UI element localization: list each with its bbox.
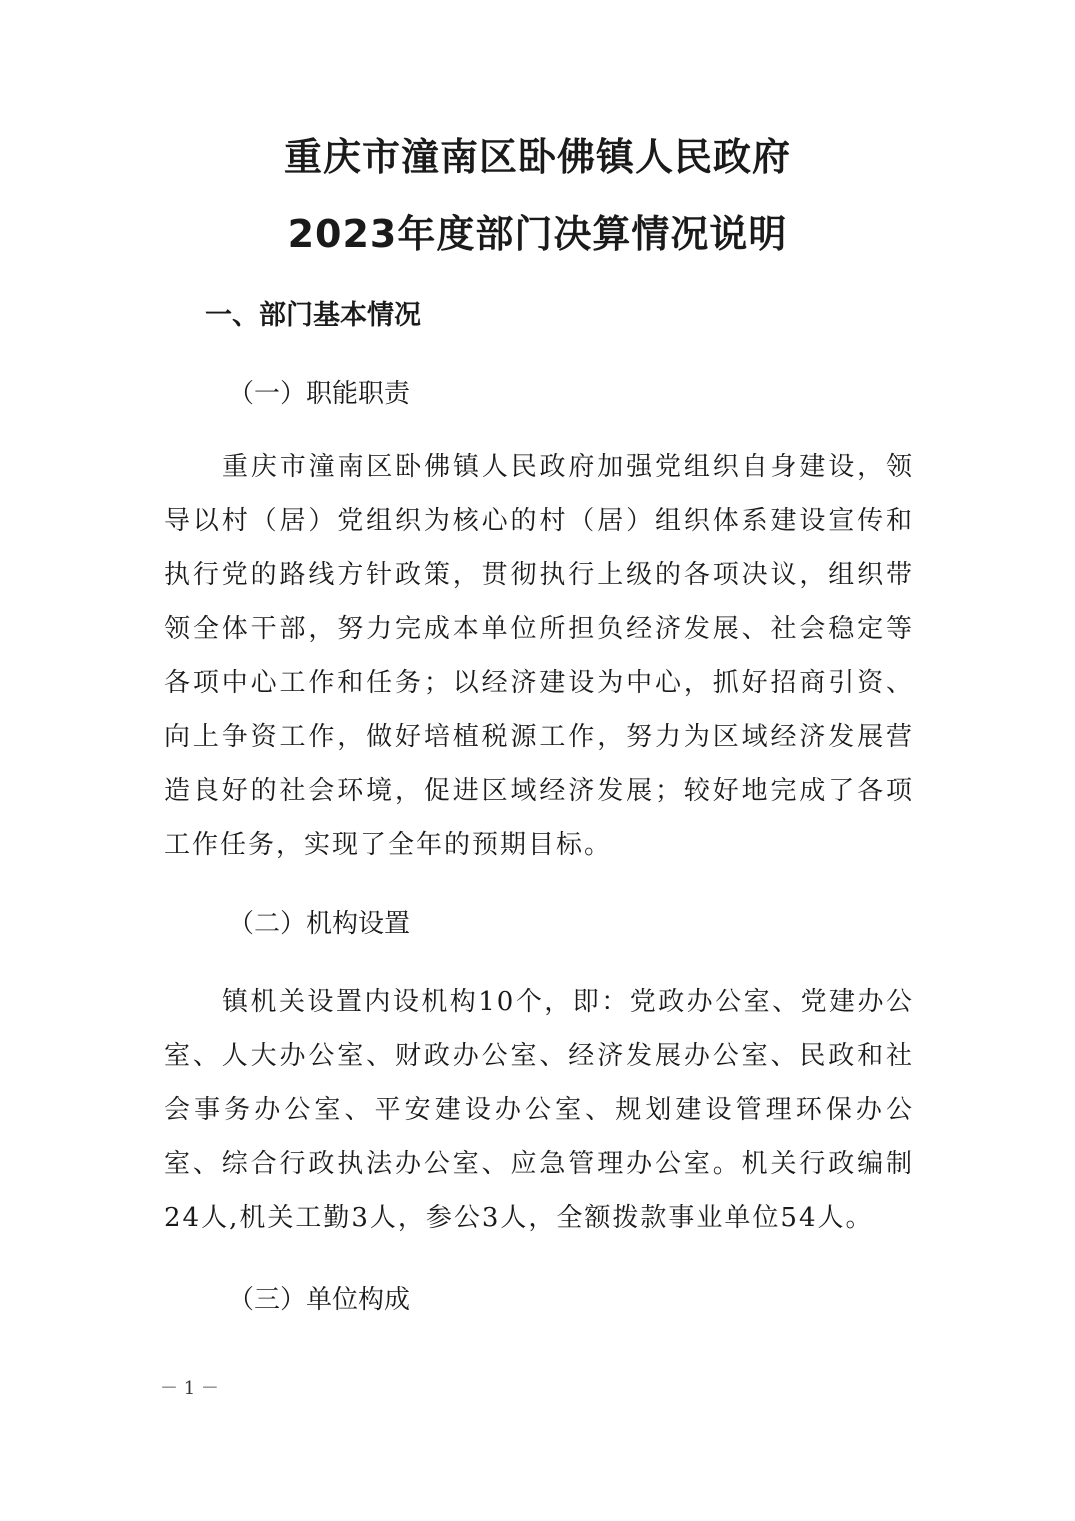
subsection-heading-functions: （一）职能职责 <box>228 379 411 409</box>
paragraph-functions: 重庆市潼南区卧佛镇人民政府加强党组织自身建设，领导以村（居）党组织为核心的村（居）组织体系建设宣传和执行党的路线方针政策，贯彻执行上级的各项决议，组织带领全体干部，努力完成本单位所担负经济发展、社会稳定等各项中心工作和任务；以经济建设为中心，抓好招商引资、向上争资工作，做好培植税源工作，努力为区域经济发展营造良好的社会环境，促进区域经济发展；较好地完成了各项工作任务，实现了全年的预期目标。 <box>164 452 914 860</box>
paragraph-organization: 镇机关设置内设机构10个，即：党政办公室、党建办公室、人大办公室、财政办公室、经济发展办公室、民政和社会事务办公室、平安建设办公室、规划建设管理环保办公室、综合行政执法办公室、应急管理办公室。机关行政编制24人,机关工勤3人，参公3人，全额拨款事业单位54人。 <box>164 987 914 1233</box>
subsection-heading-composition: （三）单位构成 <box>228 1285 411 1315</box>
page-number: － 1 － <box>160 1378 219 1399</box>
document-title-line1: 重庆市潼南区卧佛镇人民政府 <box>283 135 791 179</box>
document-title-line2: 2023年度部门决算情况说明 <box>287 212 788 256</box>
subsection-heading-organization: （二）机构设置 <box>228 909 411 939</box>
section-heading-basic-info: 一、部门基本情况 <box>205 300 421 331</box>
